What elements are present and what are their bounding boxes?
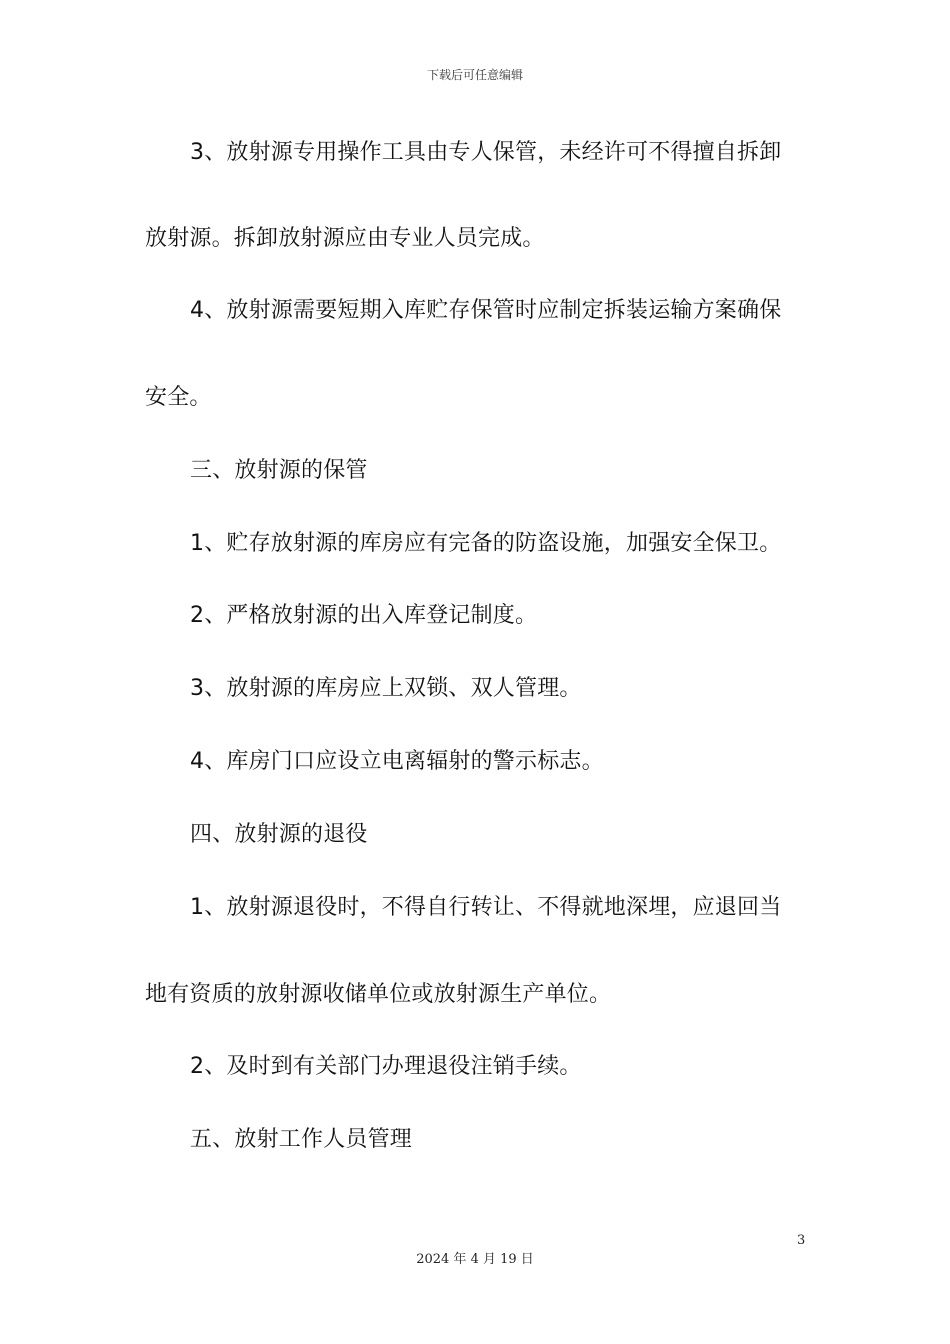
paragraph-line: 2、严格放射源的出入库登记制度。 [190, 603, 538, 628]
footer-date: 2024 年 4 月 19 日 [416, 1252, 534, 1267]
paragraph-line: 3、放射源专用操作工具由专人保管，未经许可不得擅自拆卸 [190, 140, 782, 165]
paragraph-line: 1、放射源退役时，不得自行转让、不得就地深埋，应退回当 [190, 895, 782, 920]
paragraph-line: 3、放射源的库房应上双锁、双人管理。 [190, 676, 582, 701]
paragraph-line: 4、放射源需要短期入库贮存保管时应制定拆装运输方案确保 [190, 298, 782, 323]
paragraph-line: 4、库房门口应设立电离辐射的警示标志。 [190, 749, 604, 774]
section-heading: 四、放射源的退役 [190, 822, 368, 847]
header-note: 下载后可任意编辑 [426, 68, 523, 82]
paragraph-line: 放射源。拆卸放射源应由专业人员完成。 [145, 226, 545, 251]
section-heading: 五、放射工作人员管理 [190, 1127, 413, 1152]
page-number: 3 [797, 1233, 806, 1248]
paragraph-line: 地有资质的放射源收储单位或放射源生产单位。 [145, 982, 612, 1007]
paragraph-line: 1、贮存放射源的库房应有完备的防盗设施，加强安全保卫。 [190, 531, 782, 556]
section-heading: 三、放射源的保管 [190, 458, 368, 483]
paragraph-line: 安全。 [145, 385, 212, 410]
paragraph-line: 2、及时到有关部门办理退役注销手续。 [190, 1054, 582, 1079]
